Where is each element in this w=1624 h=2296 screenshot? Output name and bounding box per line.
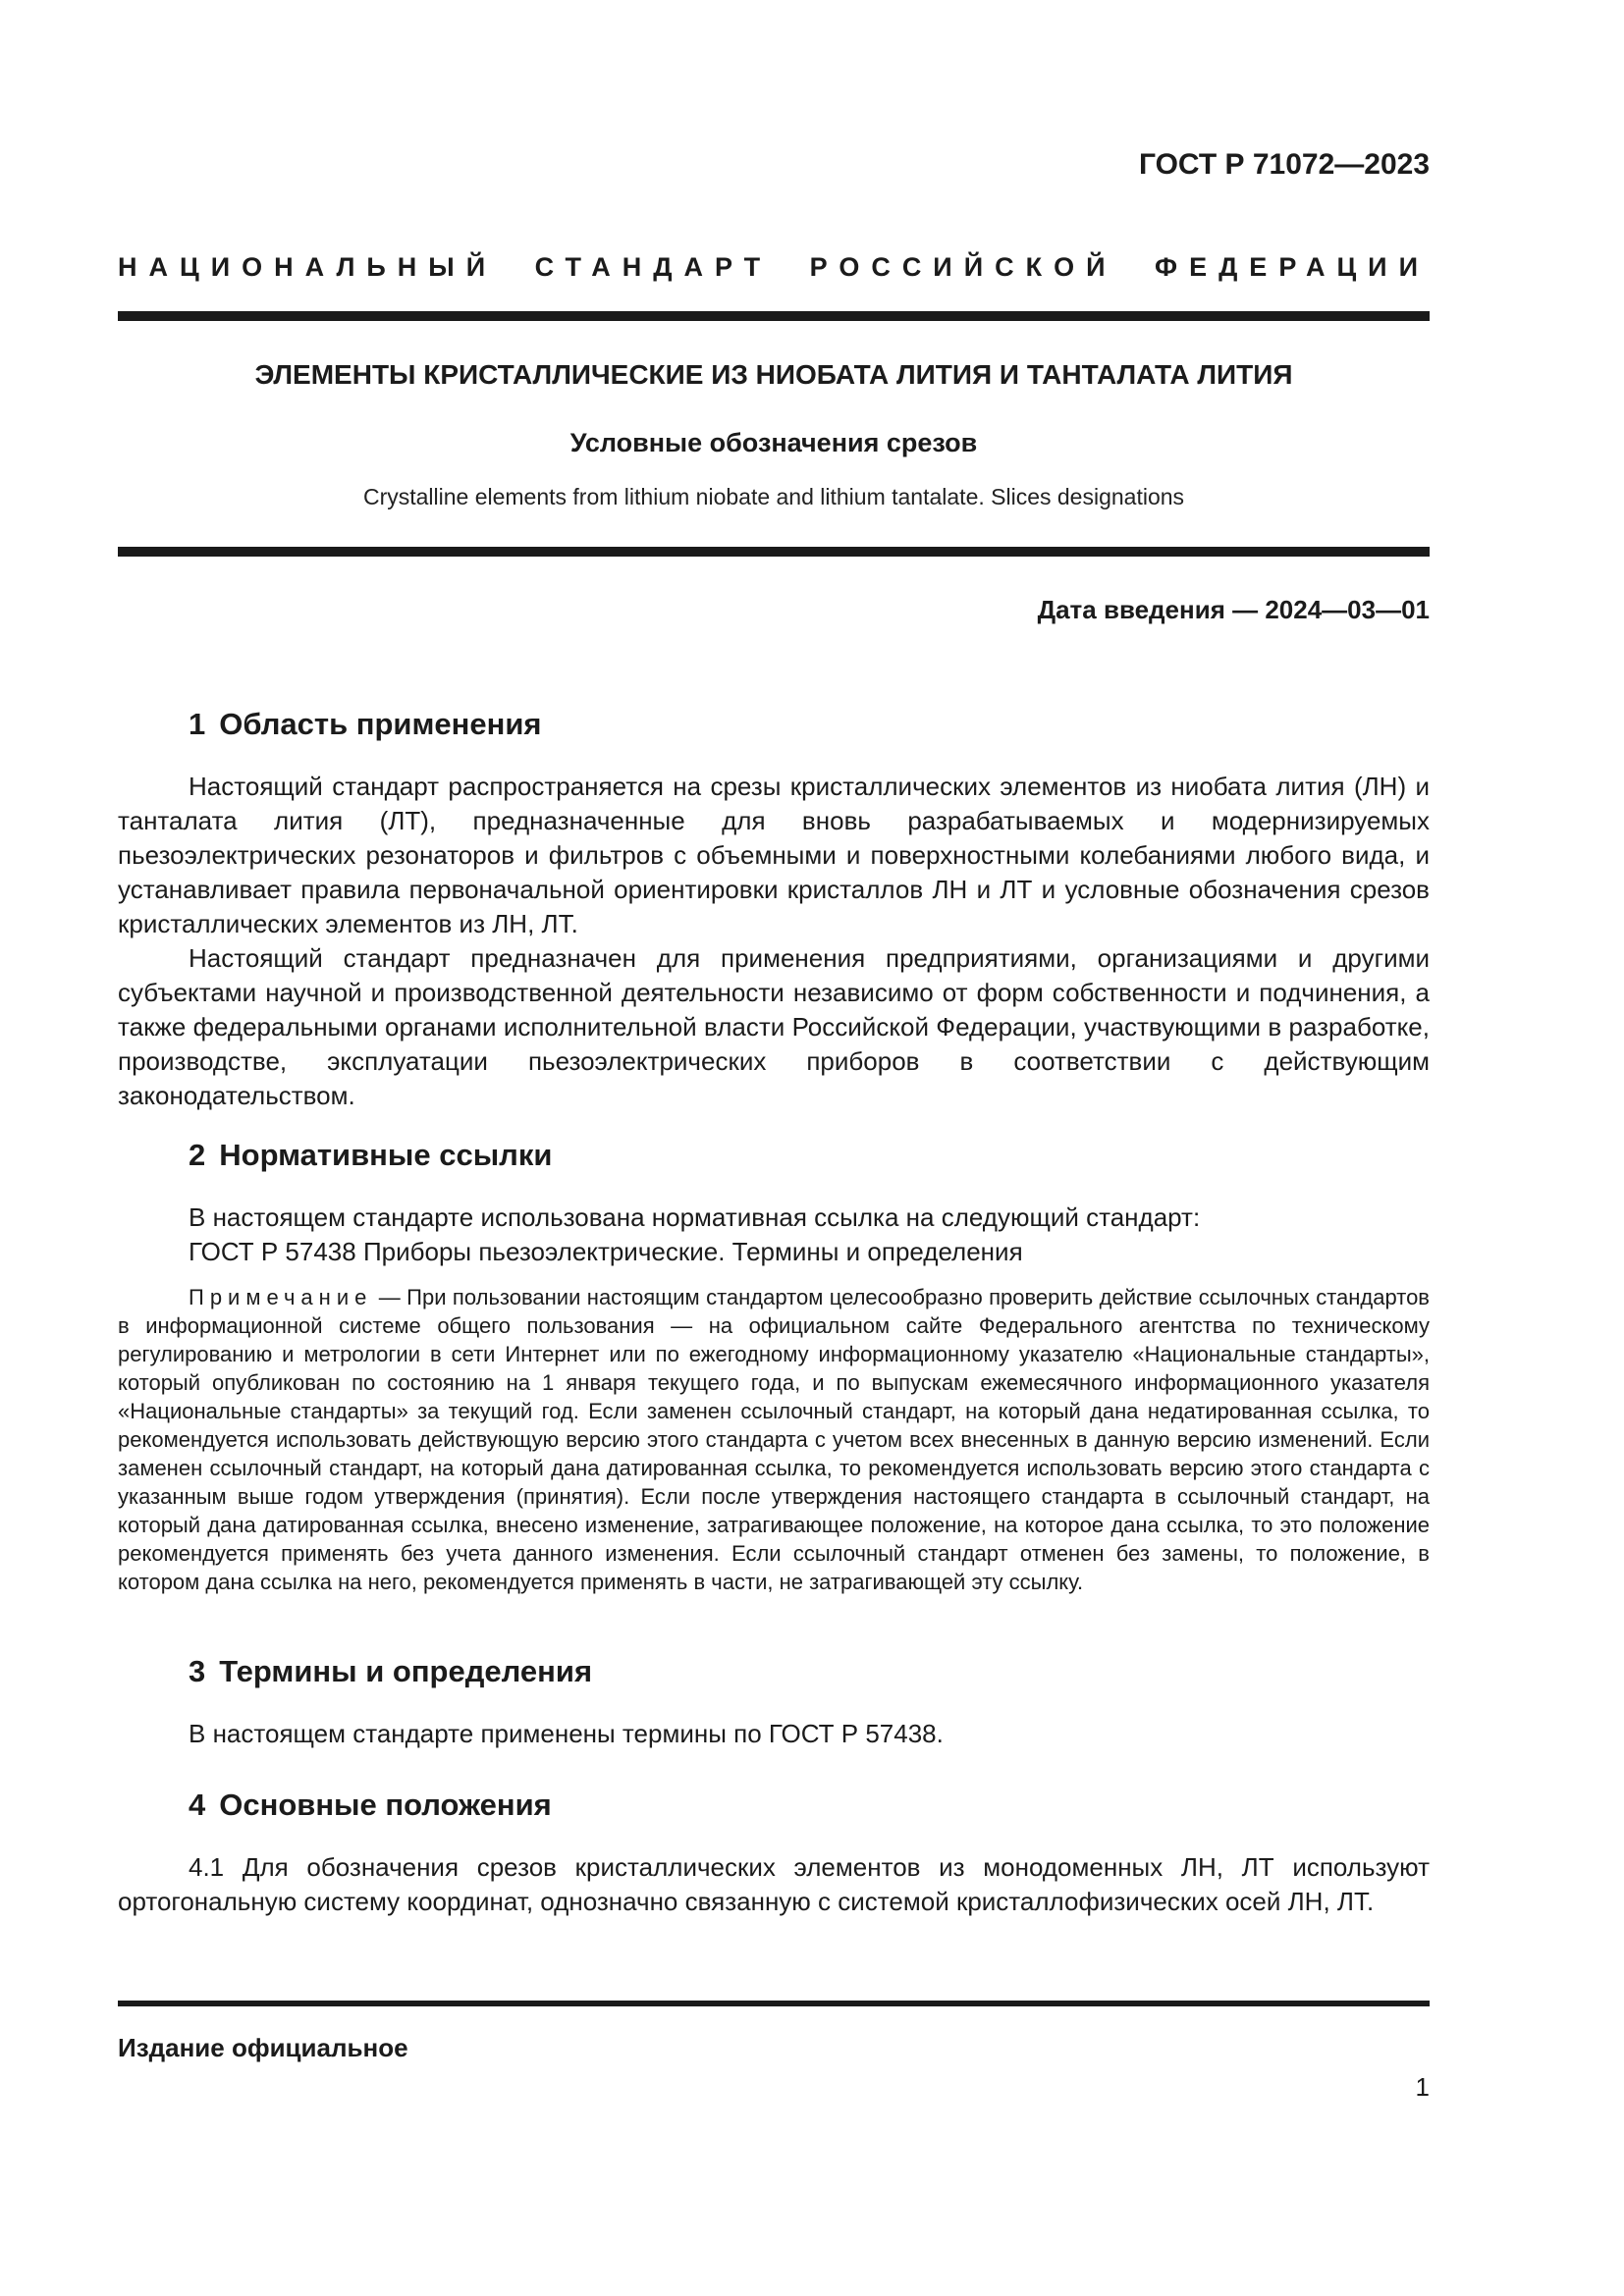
section-1-heading: [118, 706, 1430, 742]
note-label: Примечание: [189, 1285, 373, 1309]
section-2-heading: [118, 1137, 1430, 1173]
document-content: [118, 0, 1430, 1919]
section-4-heading: [118, 1787, 1430, 1823]
paragraph: В настоящем стандарте применены термины по ГОСТ Р 57438.: [189, 1719, 944, 1748]
note-text: — При пользовании настоящим стандартом целесообразно проверить действие ссылочных стандартов в информационной системе общего пользования — на официальном сайте Федерального агентства по техническому регулированию и метрологии в сети Интернет или по ежегодному информационному указателю «Национальные стандарты», который опубликован по состоянию на 1 января текущего года, и по выпускам ежемесячного информационного указателя «Национальные стандарты» за текущий год. Если заменен ссылочный стандарт, на который дана недатированная ссылка, то рекомендуется использовать действующую версию этого стандарта с учетом всех внесенных в данную версию изменений. Если заменен ссылочный стандарт, на который дана датированная ссылка, то рекомендуется использовать версию этого стандарта с указанным выше годом утверждения (принятия). Если после утверждения настоящего стандарта в ссылочный стандарт, на который дана датированная ссылка, внесено изменение, затрагивающее положение, на которое дана ссылка, то это положение рекомендуется применять без учета данного изменения. Если ссылочный стандарт отменен без замены, то положение, в котором дана ссылка на него, рекомендуется применять в части, не затрагивающей эту ссылку.: [118, 1285, 1430, 1594]
section-3-heading: [118, 1653, 1430, 1689]
section-4-number: 4: [189, 1788, 206, 1822]
section-1-title: Область применения: [219, 707, 542, 741]
divider-rule-top: [118, 311, 1430, 321]
official-edition-label: Издание официальное: [118, 2033, 408, 2062]
paragraph: В настоящем стандарте использована нормативная ссылка на следующий стандарт:: [189, 1202, 1201, 1232]
section-3-title: Термины и определения: [219, 1654, 593, 1688]
document-title-en: Crystalline elements from lithium niobate and lithium tantalate. Slices designations: [362, 484, 1185, 509]
note-paragraph: [118, 1283, 1430, 1596]
page-number: 1: [1415, 2072, 1430, 2102]
section-2-title: Нормативные ссылки: [219, 1138, 553, 1172]
effective-date: Дата введения — 2024—03—01: [1037, 595, 1430, 624]
document-subtitle: Условные обозначения срезов: [569, 428, 978, 457]
standard-type-banner: НАЦИОНАЛЬНЫЙ СТАНДАРТ РОССИЙСКОЙ ФЕДЕРАЦИИ: [118, 252, 1430, 282]
paragraph: 4.1 Для обозначения срезов кристаллических элементов из монодоменных ЛН, ЛТ используют ортогональную систему координат, однозначно связанную с системой кристаллофизических осей ЛН, ЛТ.: [118, 1852, 1430, 1916]
section-1-number: 1: [189, 707, 206, 741]
section-2-number: 2: [189, 1138, 206, 1172]
footer-rule: [118, 2001, 1430, 2006]
doc-code: ГОСТ Р 71072—2023: [1138, 148, 1430, 181]
paragraph: ГОСТ Р 57438 Приборы пьезоэлектрические. Термины и определения: [189, 1237, 1023, 1266]
paragraph: Настоящий стандарт распространяется на срезы кристаллических элементов из ниобата лития (ЛН) и танталата лития (ЛТ), предназначенные для вновь разрабатываемых и модернизируемых пьезоэлектрических резонаторов и фильтров с объемными и поверхностными колебаниями любого вида, и устанавливает правила первоначальной ориентировки кристаллов ЛН и ЛТ и условные обозначения срезов кристаллических элементов из ЛН, ЛТ.: [118, 772, 1430, 938]
section-4-title: Основные положения: [219, 1788, 552, 1822]
document-title-ru: ЭЛЕМЕНТЫ КРИСТАЛЛИЧЕСКИЕ ИЗ НИОБАТА ЛИТИЯ И ТАНТАЛАТА ЛИТИЯ: [254, 359, 1293, 390]
section-3-number: 3: [189, 1654, 206, 1688]
paragraph: Настоящий стандарт предназначен для применения предприятиями, организациями и другими субъектами научной и производственной деятельности независимо от форм собственности и подчинения, а также федеральными органами исполнительной власти Российской Федерации, участвующими в разработке, производстве, эксплуатации пьезоэлектрических приборов в соответствии с действующим законодательством.: [118, 943, 1430, 1110]
divider-rule-title: [118, 547, 1430, 557]
